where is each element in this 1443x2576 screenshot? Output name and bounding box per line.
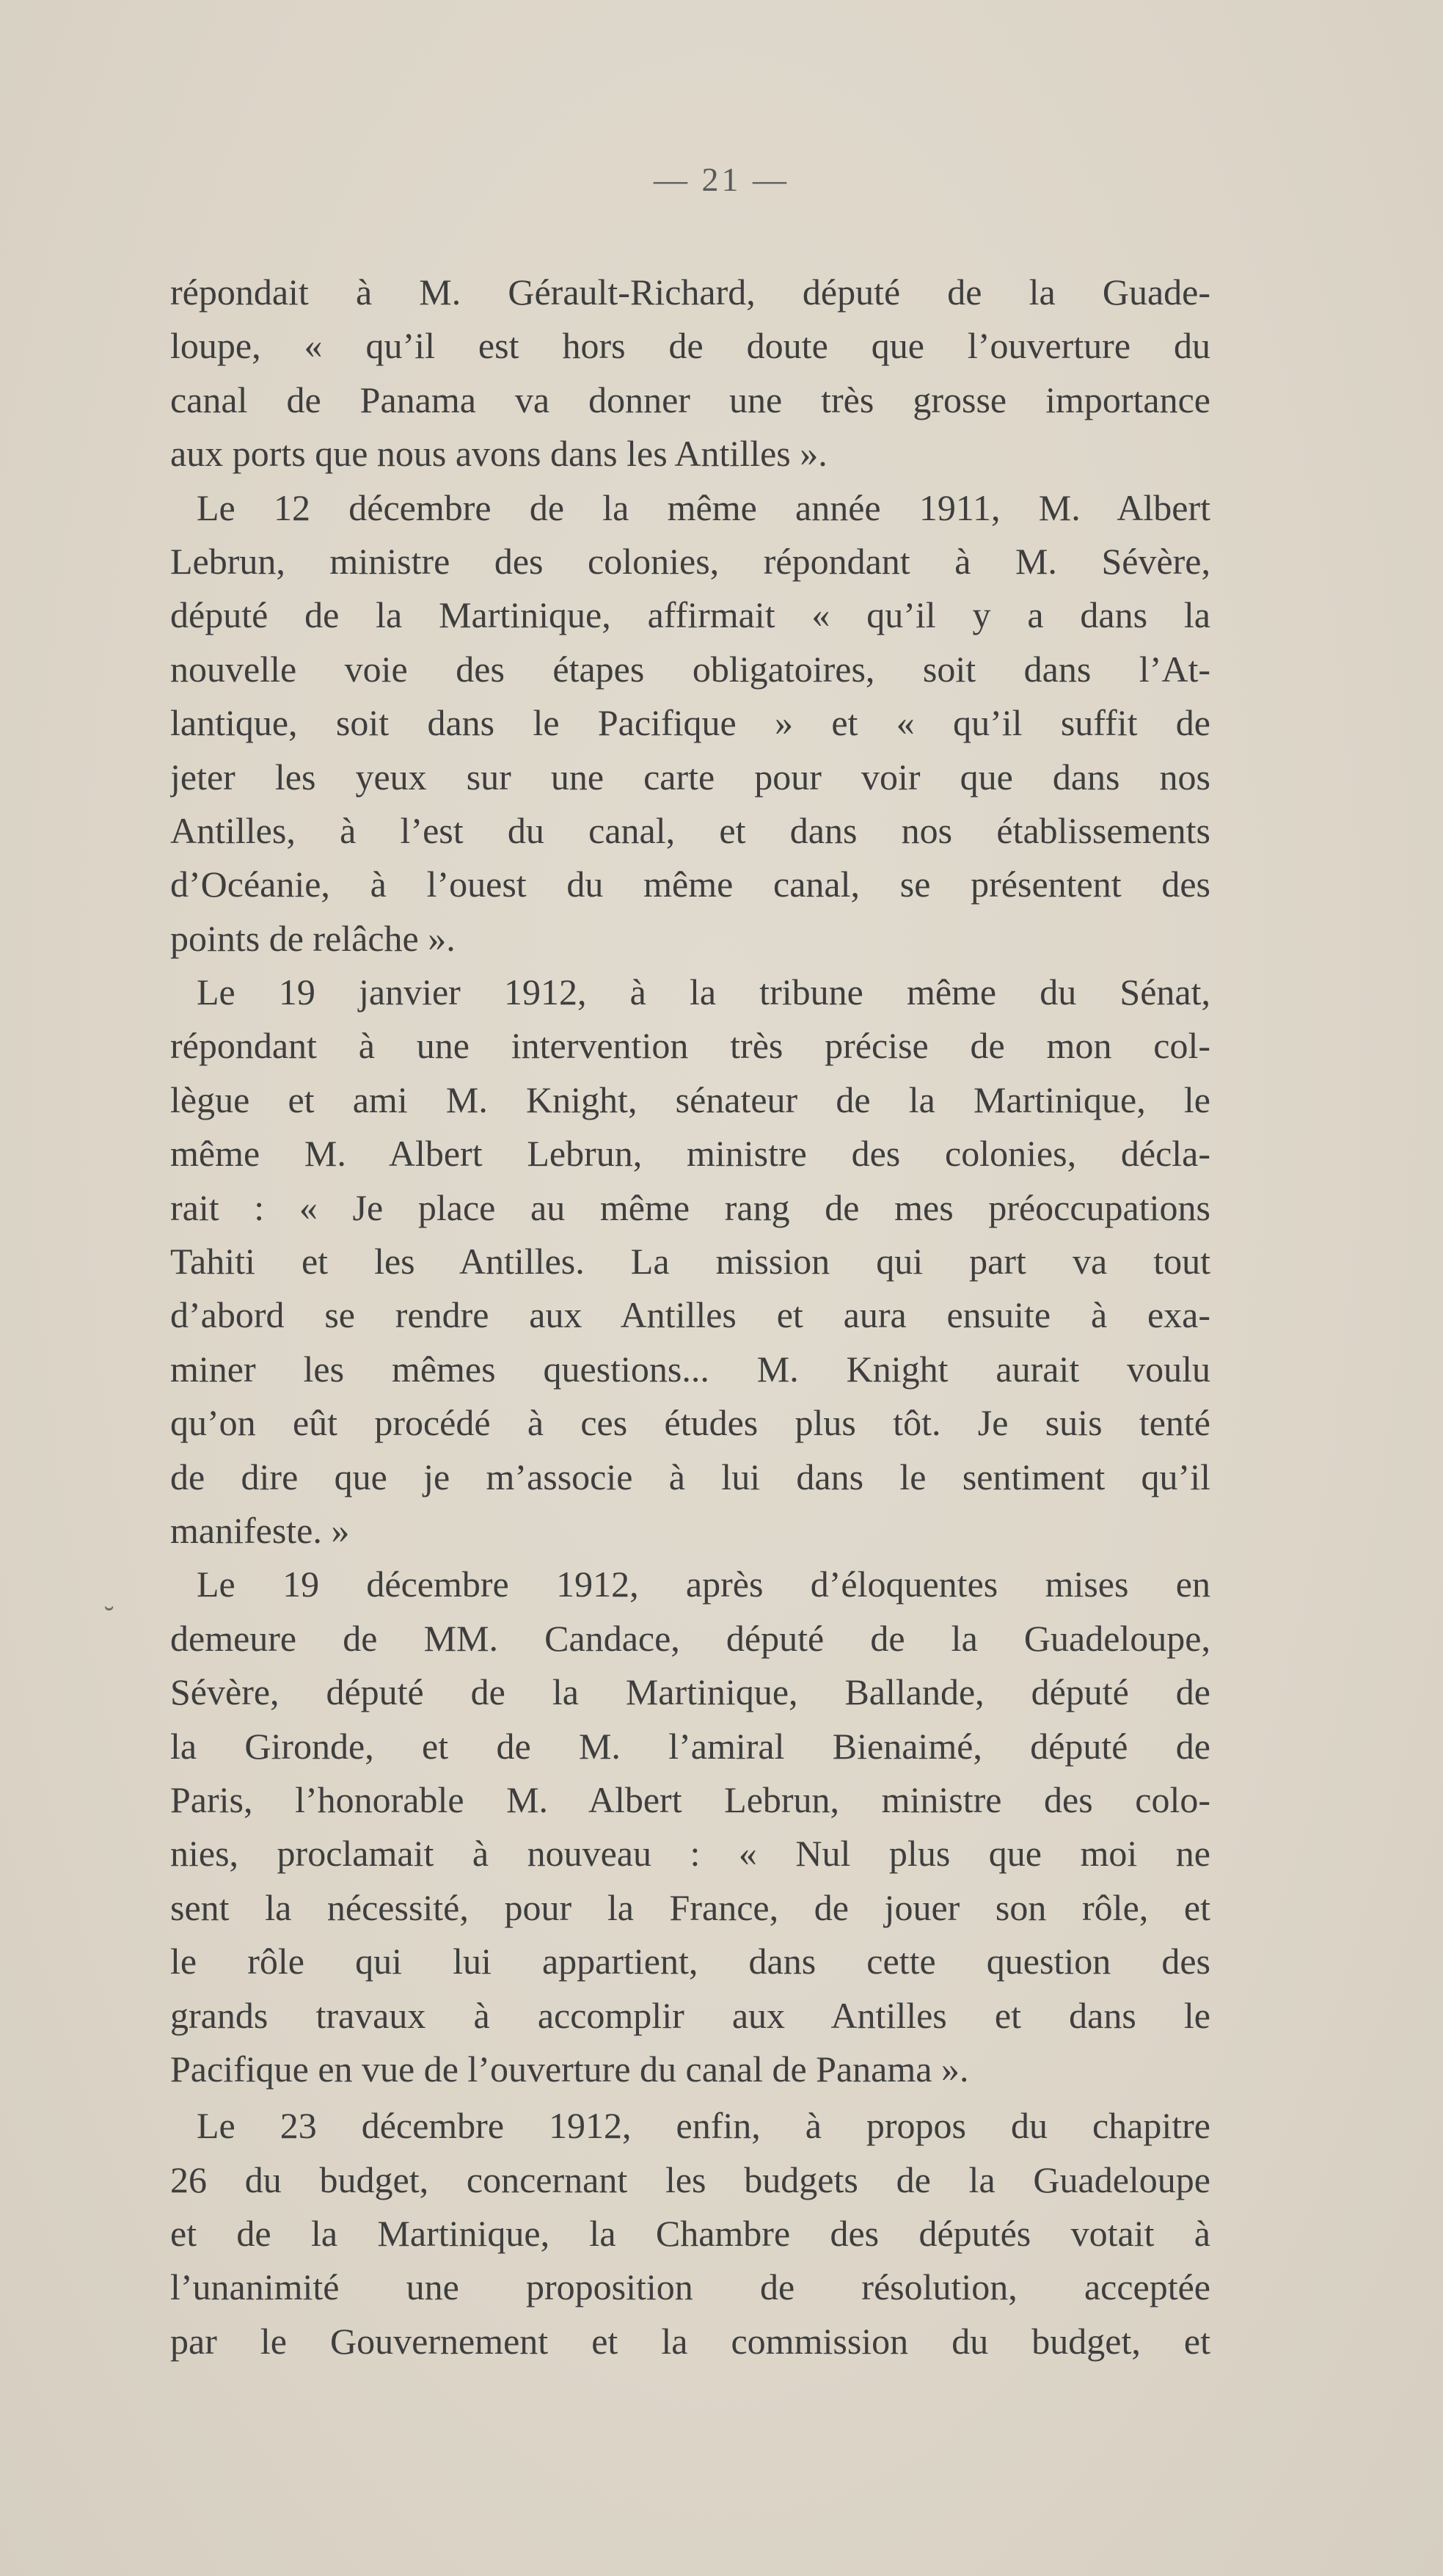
text-line: manifeste. » xyxy=(170,1509,350,1551)
text-line: député de la Martinique, affirmait « qu’il y a dans la xyxy=(170,594,1210,636)
text-line: même M. Albert Lebrun, ministre des colonies, décla- xyxy=(170,1133,1210,1175)
text-line: loupe, « qu’il est hors de doute que l’ouverture du xyxy=(170,325,1210,367)
margin-mark: ˘ xyxy=(104,1600,114,1633)
text-line: Antilles, à l’est du canal, et dans nos établissements xyxy=(170,809,1210,851)
text-line: Le 23 décembre 1912, enfin, à propos du chapitre xyxy=(197,2105,1210,2147)
text-line: de dire que je m’associe à lui dans le sentiment qu’il xyxy=(170,1456,1210,1497)
text-line: qu’on eût procédé à ces études plus tôt. Je suis tenté xyxy=(170,1402,1210,1444)
text-line: demeure de MM. Candace, député de la Guadeloupe, xyxy=(170,1617,1210,1659)
text-line: Le 12 décembre de la même année 1911, M. Albert xyxy=(197,486,1210,528)
text-line: aux ports que nous avons dans les Antilles ». xyxy=(170,433,828,475)
page-number: — 21 — xyxy=(654,161,789,198)
text-line: rait : « Je place au même rang de mes préoccupations xyxy=(170,1186,1210,1228)
text-line: points de relâche ». xyxy=(170,917,456,959)
text-line: Lebrun, ministre des colonies, répondant à M. Sévère, xyxy=(170,540,1210,582)
text-line: sent la nécessité, pour la France, de jouer son rôle, et xyxy=(170,1886,1210,1928)
text-line: Pacifique en vue de l’ouverture du canal de Panama ». xyxy=(170,2048,969,2090)
text-line: et de la Martinique, la Chambre des députés votait à xyxy=(170,2213,1210,2255)
text-line: l’unanimité une proposition de résolution, acceptée xyxy=(170,2266,1210,2308)
text-line: 26 du budget, concernant les budgets de la Guadeloupe xyxy=(170,2159,1210,2200)
text-line: nies, proclamait à nouveau : « Nul plus que moi ne xyxy=(170,1833,1210,1875)
text-line: lantique, soit dans le Pacifique » et « qu’il suffit de xyxy=(170,702,1210,744)
text-line: d’abord se rendre aux Antilles et aura ensuite à exa- xyxy=(170,1294,1210,1336)
text-line: canal de Panama va donner une très grosse importance xyxy=(170,379,1210,420)
text-line: Tahiti et les Antilles. La mission qui part va tout xyxy=(170,1241,1210,1282)
text-line: grands travaux à accomplir aux Antilles et dans le xyxy=(170,1994,1210,2036)
text-line: par le Gouvernement et la commission du budget, et xyxy=(170,2320,1210,2362)
text-line: d’Océanie, à l’ouest du même canal, se présentent des xyxy=(170,864,1210,905)
text-line: la Gironde, et de M. l’amiral Bienaimé, député de xyxy=(170,1725,1210,1767)
text-line: Le 19 décembre 1912, après d’éloquentes mises en xyxy=(197,1564,1210,1605)
text-line: répondait à M. Gérault-Richard, député de la Guade- xyxy=(170,271,1210,313)
text-line: nouvelle voie des étapes obligatoires, soit dans l’At- xyxy=(170,648,1210,690)
text-line: jeter les yeux sur une carte pour voir que dans nos xyxy=(170,756,1210,798)
text-line: Paris, l’honorable M. Albert Lebrun, ministre des colo- xyxy=(170,1778,1210,1820)
text-line: Sévère, député de la Martinique, Ballande, député de xyxy=(170,1671,1210,1713)
text-line: Le 19 janvier 1912, à la tribune même du Sénat, xyxy=(197,971,1210,1013)
text-line: miner les mêmes questions... M. Knight aurait voulu xyxy=(170,1348,1210,1390)
text-line: répondant à une intervention très précise de mon col- xyxy=(170,1025,1210,1067)
text-line: lègue et ami M. Knight, sénateur de la Martinique, le xyxy=(170,1079,1210,1120)
body-text xyxy=(170,266,1210,2368)
text-line: le rôle qui lui appartient, dans cette question des xyxy=(170,1941,1210,1982)
